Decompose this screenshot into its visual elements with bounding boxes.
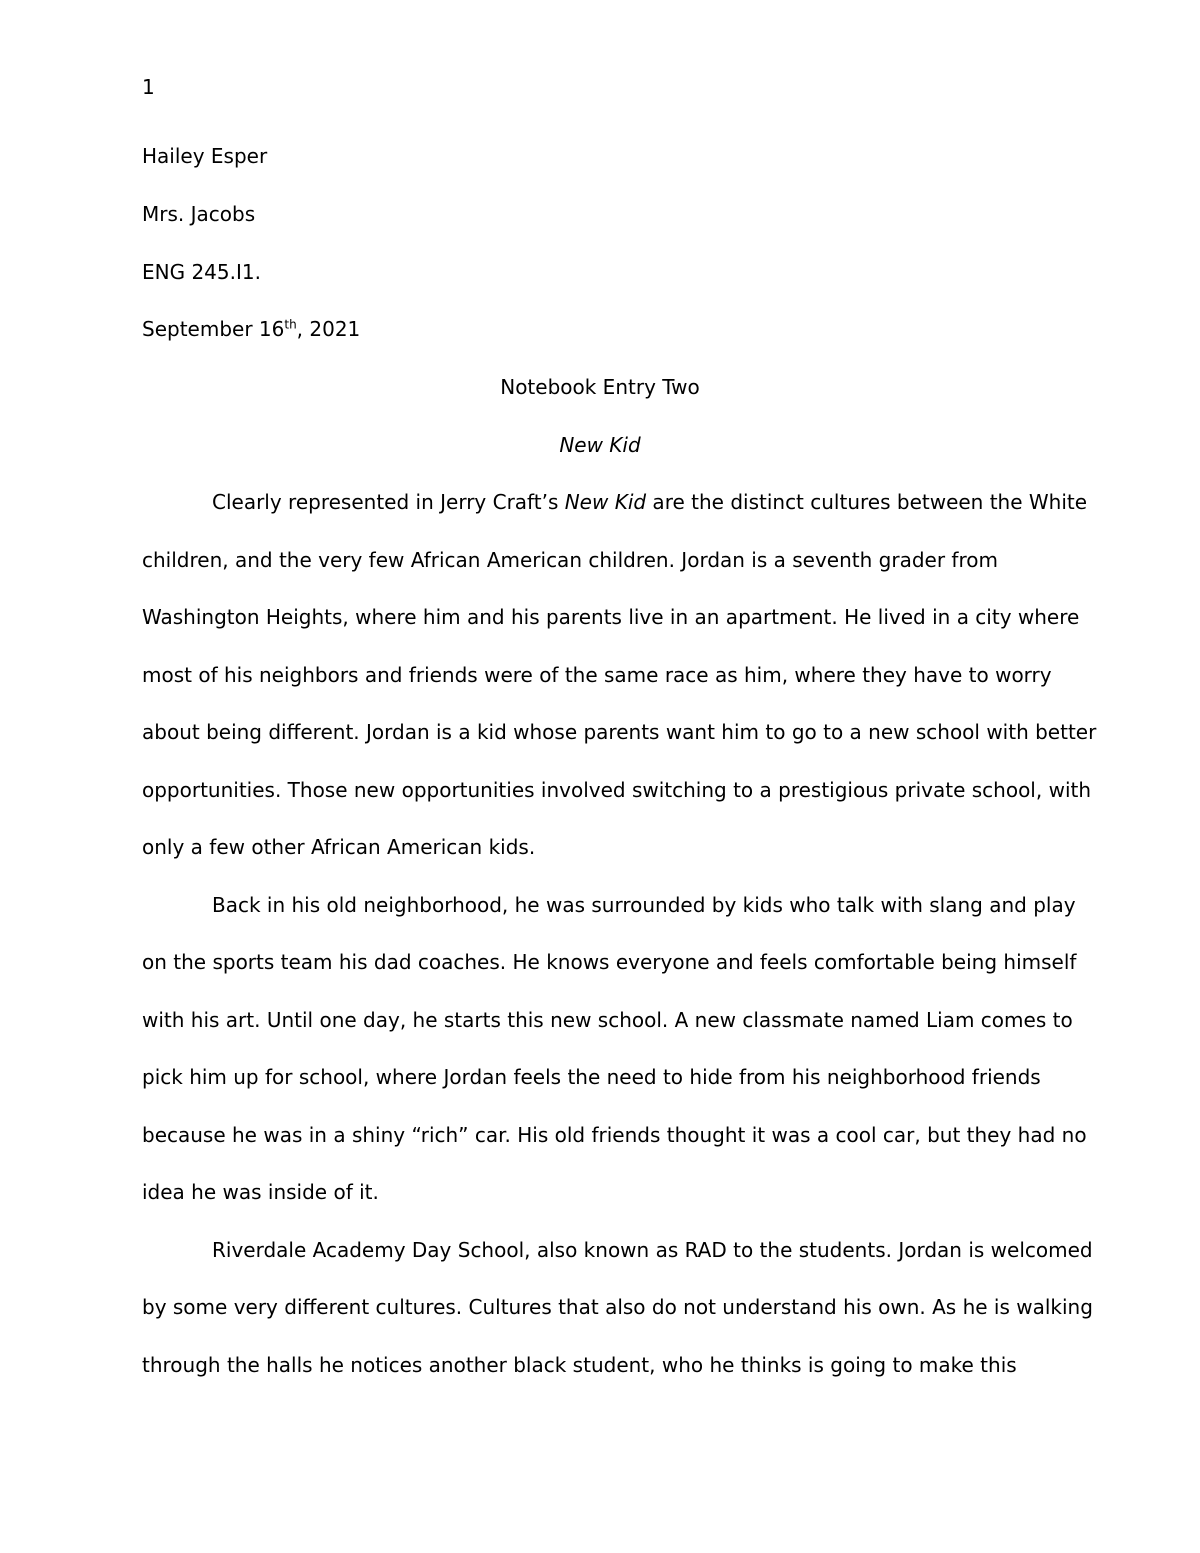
date-tail: , 2021 xyxy=(296,317,361,341)
paragraph-line: idea he was inside of it. xyxy=(142,1180,379,1204)
line-text: are the distinct cultures between the White xyxy=(646,490,1088,514)
book-title-inline: New Kid xyxy=(564,490,647,514)
paragraph-line: Back in his old neighborhood, he was surrounded by kids who talk with slang and play xyxy=(212,892,1076,917)
paragraph-line: because he was in a shiny “rich” car. His old friends thought it was a cool car, but they had no xyxy=(142,1122,1087,1147)
paragraph-line: children, and the very few African American children. Jordan is a seventh grader from xyxy=(142,547,998,572)
document-date xyxy=(142,316,360,342)
line-text: Clearly represented in Jerry Craft’s xyxy=(212,490,565,514)
paragraph-line: through the halls he notices another black student, who he thinks is going to make this xyxy=(142,1352,1017,1377)
paragraph-line: Riverdale Academy Day School, also known as RAD to the students. Jordan is welcomed xyxy=(212,1237,1093,1262)
document-body xyxy=(142,489,1097,1409)
paragraph-line: pick him up for school, where Jordan feels the need to hide from his neighborhood friends xyxy=(142,1065,1041,1089)
paragraph-line: only a few other African American kids. xyxy=(142,835,536,859)
author-name: Hailey Esper xyxy=(142,144,268,168)
paragraph-2 xyxy=(142,892,1087,1237)
paragraph-line: Washington Heights, where him and his parents live in an apartment. He lived in a city where xyxy=(142,605,1080,629)
document-subtitle: New Kid xyxy=(559,433,641,457)
paragraph-1 xyxy=(142,489,1097,892)
date-main: September 16 xyxy=(142,317,285,341)
paragraph-line xyxy=(142,489,1088,547)
instructor-name: Mrs. Jacobs xyxy=(142,202,256,226)
date-superscript: th xyxy=(284,317,297,332)
paragraph-line: about being different. Jordan is a kid whose parents want him to go to a new school with better xyxy=(142,720,1097,744)
paragraph-line: most of his neighbors and friends were of the same race as him, where they have to worry xyxy=(142,662,1052,687)
paragraph-line: with his art. Until one day, he starts this new school. A new classmate named Liam comes to xyxy=(142,1007,1073,1032)
page-number: 1 xyxy=(142,75,155,99)
paragraph-line: on the sports team his dad coaches. He knows everyone and feels comfortable being himself xyxy=(142,950,1077,974)
course-code: ENG 245.I1. xyxy=(142,260,261,284)
document-title: Notebook Entry Two xyxy=(500,375,700,399)
paragraph-line: by some very different cultures. Cultures that also do not understand his own. As he is walking xyxy=(142,1295,1093,1319)
paragraph-3 xyxy=(142,1237,1093,1410)
paragraph-line: opportunities. Those new opportunities involved switching to a prestigious private school, with xyxy=(142,777,1092,802)
